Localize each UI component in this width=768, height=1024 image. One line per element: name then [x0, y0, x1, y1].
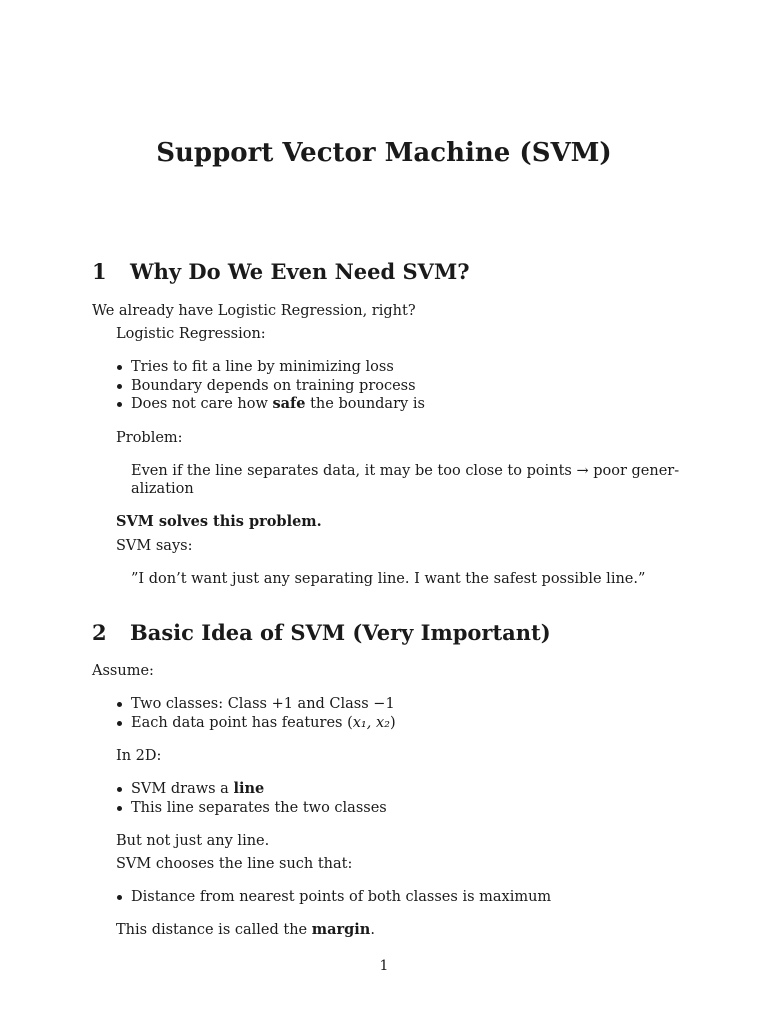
s1-problem-line1: Even if the line separates data, it may be too close to points → poor gener-: [131, 463, 680, 479]
bullet-icon: [117, 365, 122, 370]
list-item: [131, 799, 387, 817]
section-1-heading: [92, 259, 470, 284]
list-item-text: ): [389, 715, 396, 731]
section-2-number: 2: [92, 620, 107, 645]
s2-chooses: SVM chooses the line such that:: [116, 856, 353, 872]
list-item-text: Does not care how: [131, 396, 273, 412]
list-item-text: SVM draws a: [131, 781, 234, 797]
list-item: [131, 714, 396, 732]
bullet-icon: [117, 895, 122, 900]
s1-problem-label: Problem:: [116, 430, 183, 446]
document-title: Support Vector Machine (SVM): [156, 138, 612, 168]
list-item: [131, 358, 394, 376]
bullet-icon: [117, 721, 122, 726]
bullet-icon: [117, 806, 122, 811]
list-item: [131, 695, 395, 713]
margin-text: This distance is called the: [116, 922, 312, 938]
emphasis-safe: safe: [272, 395, 306, 412]
list-item: [131, 395, 425, 413]
s1-says: SVM says:: [116, 538, 193, 554]
bullet-icon: [117, 702, 122, 707]
section-1-number: 1: [92, 259, 107, 284]
math-features: x₁, x₂: [352, 715, 390, 731]
section-1-title: Why Do We Even Need SVM?: [130, 259, 470, 284]
s2-assume: Assume:: [92, 663, 154, 679]
list-item: [131, 888, 551, 906]
s1-solves: SVM solves this problem.: [116, 513, 322, 530]
s1-intro: We already have Logistic Regression, right?: [92, 303, 416, 319]
emphasis-line: line: [233, 780, 265, 797]
s2-notjust: But not just any line.: [116, 833, 270, 849]
list-item-text: Tries to fit a line by minimizing loss: [131, 359, 394, 375]
list-item-text: Two classes: Class +1 and Class −1: [131, 696, 395, 712]
s2-in2d: In 2D:: [116, 748, 162, 764]
list-item-text: This line separates the two classes: [131, 800, 387, 816]
list-item-text: Each data point has features (: [131, 715, 353, 731]
list-item-text: the boundary is: [305, 396, 425, 412]
s1-problem-line2: alization: [131, 481, 194, 497]
margin-period: .: [370, 922, 375, 938]
list-item: [131, 780, 264, 798]
page-number: 1: [379, 958, 389, 974]
s1-quote: ”I don’t want just any separating line. I want the safest possible line.”: [131, 571, 646, 587]
bullet-icon: [117, 384, 122, 389]
s2-margin: [116, 921, 375, 939]
bullet-icon: [117, 787, 122, 792]
emphasis-margin: margin: [311, 921, 371, 938]
s1-lr-label: Logistic Regression:: [116, 326, 266, 342]
section-2-title: Basic Idea of SVM (Very Important): [130, 620, 551, 645]
list-item: [131, 377, 416, 395]
section-2-heading: [92, 620, 551, 645]
list-item-text: Distance from nearest points of both classes is maximum: [131, 889, 552, 905]
bullet-icon: [117, 402, 122, 407]
list-item-text: Boundary depends on training process: [131, 378, 416, 394]
